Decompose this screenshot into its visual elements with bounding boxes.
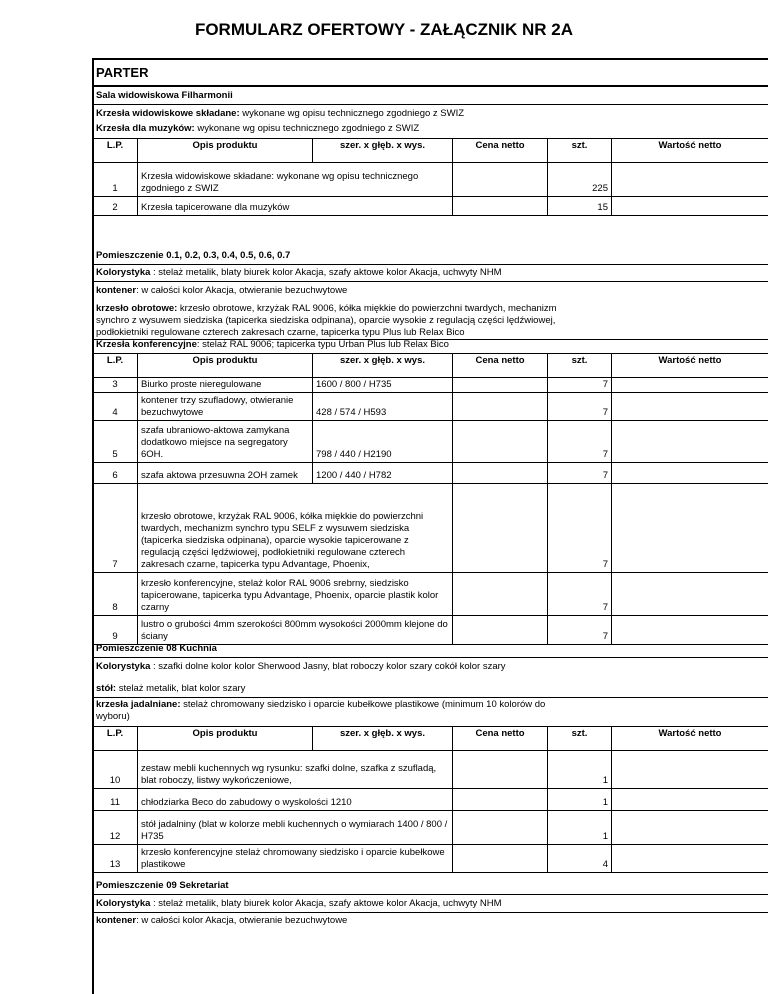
table-row: 3 Biurko proste nieregulowane 1600 / 800 / H735 7 xyxy=(93,378,768,393)
pom8-stol: stół: stelaż metalik, blat kolor szary xyxy=(96,683,246,694)
cena-cell[interactable] xyxy=(453,811,548,845)
pom1-kolorystyka: Kolorystyka : stelaż metalik, blaty biurek kolor Akacja, szafy aktowe kolor Akacja, uchwyty NHM xyxy=(96,267,502,278)
divider xyxy=(92,912,768,913)
wartosc-cell[interactable] xyxy=(612,789,768,811)
pom1-krzeslo: krzesło obrotowe: krzesło obrotowe, krzyżak RAL 9006, kółka miękkie do powierzchni twardych, mechanizm synchro z wysuwem siedziska (tapicerka siedziska odpinana), oparcie wysokie z regulacją części lędźwiowej, podłokietniki regulowane czterech zakresach czarne, tapicerka typu Plus lub Relax Bico xyxy=(96,303,557,338)
sala-heading: Sala widowiskowa Filharmonii xyxy=(96,90,233,101)
header-cena: Cena netto xyxy=(453,139,548,163)
divider xyxy=(92,894,768,895)
cena-cell[interactable] xyxy=(453,163,548,197)
wartosc-cell[interactable] xyxy=(612,463,768,484)
pom8-kolorystyka: Kolorystyka : szafki dolne kolor kolor Sherwood Jasny, blat roboczy kolor szary cokół kolor szary xyxy=(96,661,506,672)
cena-cell[interactable] xyxy=(453,616,548,645)
cena-cell[interactable] xyxy=(453,463,548,484)
table-row: 1 Krzesła widowiskowe składane: wykonane wg opisu technicznego zgodniego z SWIZ 225 xyxy=(93,163,768,197)
wartosc-cell[interactable] xyxy=(612,845,768,873)
pom8-heading: Pomieszczenie 08 Kuchnia xyxy=(96,643,217,654)
cena-cell[interactable] xyxy=(453,845,548,873)
header-szer: szer. x głęb. x wys. xyxy=(313,139,453,163)
table-sala xyxy=(92,138,768,216)
cena-cell[interactable] xyxy=(453,378,548,393)
table-pom8: L.P. Opis produktu szer. x głęb. x wys. Cena netto szt. Wartość netto 10 zestaw mebli kuchennych wg rysunku: szafki dolne, szafka z szufladą, blat roboczy, listwy wykończeniowe, 1 11 chłodziarka Beco do zabudowy o wyskolości 1210 1 12 stół jadalniny (blat w kolorze mebli kuchennych o wymiarach 1400 / 800 / H735 1 13 krzesło konferencyjne stelaż chromowany siedzisko i oparcie kubełkowe plastikowe 4 xyxy=(92,726,768,873)
pom9-kontener: kontener: w całości kolor Akacja, otwieranie bezuchwytowe xyxy=(96,915,348,926)
wartosc-cell[interactable] xyxy=(612,421,768,463)
cena-cell[interactable] xyxy=(453,573,548,616)
header-szt: szt. xyxy=(548,139,612,163)
krzesla-widowiskowe-line: Krzesła widowiskowe składane: wykonane wg opisu technicznego zgodniego z SWIZ xyxy=(96,108,465,119)
header-lp: L.P. xyxy=(93,139,138,163)
parter-heading: PARTER xyxy=(96,65,149,80)
table-row: 4 kontener trzy szufladowy, otwieranie bezuchwytowe 428 / 574 / H593 7 xyxy=(93,393,768,421)
table-row: 13 krzesło konferencyjne stelaż chromowany siedzisko i oparcie kubełkowe plastikowe 4 xyxy=(93,845,768,873)
wartosc-cell[interactable] xyxy=(612,378,768,393)
table-row: 6 szafa aktowa przesuwna 2OH zamek 1200 / 440 / H782 7 xyxy=(93,463,768,484)
cena-cell[interactable] xyxy=(453,789,548,811)
wartosc-cell[interactable] xyxy=(612,484,768,573)
page-title: FORMULARZ OFERTOWY - ZAŁĄCZNIK NR 2A xyxy=(194,20,574,39)
divider xyxy=(92,264,768,265)
table-row: 12 stół jadalniny (blat w kolorze mebli kuchennych o wymiarach 1400 / 800 / H735 1 xyxy=(93,811,768,845)
pom1-kontener: kontener: w całości kolor Akacja, otwieranie bezuchwytowe xyxy=(96,285,348,296)
pom9-heading: Pomieszczenie 09 Sekretariat xyxy=(96,880,229,891)
krzesla-muzykow-line: Krzesła dla muzyków: wykonane wg opisu technicznego zgodniego z SWIZ xyxy=(96,123,420,134)
pom9-kolorystyka: Kolorystyka : stelaż metalik, blaty biurek kolor Akacja, szafy aktowe kolor Akacja, uchwyty NHM xyxy=(96,898,502,909)
divider xyxy=(92,281,768,282)
wartosc-cell[interactable] xyxy=(612,573,768,616)
wartosc-cell[interactable] xyxy=(612,393,768,421)
table-row: 5 szafa ubraniowo-aktowa zamykana dodatkowo miejsce na segregatory 6OH. 798 / 440 / H2190 7 xyxy=(93,421,768,463)
wartosc-cell[interactable] xyxy=(612,616,768,645)
cena-cell[interactable] xyxy=(453,484,548,573)
table-pom1: L.P. Opis produktu szer. x głęb. x wys. Cena netto szt. Wartość netto 3 Biurko proste nieregulowane 1600 / 800 / H735 7 4 kontener trzy szufladowy, otwieranie bezuchwytowe 428 / 574 / H593 7 5 szafa ubraniowo-aktowa zamykana dodatkowo miejsce na segregatory 6OH. 798 / 440 / H2190 7 6 szafa aktowa przesuwna 2OH zamek 1200 / 440 / H782 7 7 krzesło obrotowe, krzyżak RAL 9006, kółka miękkie do powierzchni twardych, mechanizm synchro typu SELF z wysuwem siedziska (tapicerka siedziska odpinana), oparcie wysokie tapicerowane z regulacją części lędźwiowej, podłokietniki regulowane czterech zakresach czarne, tapicerka typu Advantage, Phoenix, 7 8 krzesło konferencyjne, stelaż kolor RAL 9006 srebrny, siedzisko tapicerowane, tapicerka typu Advantage, Phoenix, oparcie plastik kolor czarny 7 9 lustro o grubości 4mm szerokości 800mm wysokości 2000mm klejone do ściany 7 xyxy=(92,353,768,645)
divider xyxy=(92,697,768,698)
cena-cell[interactable] xyxy=(453,393,548,421)
cena-cell[interactable] xyxy=(453,197,548,216)
divider xyxy=(92,657,768,658)
table-row: 2 Krzesła tapicerowane dla muzyków 15 xyxy=(93,197,768,216)
wartosc-cell[interactable] xyxy=(612,197,768,216)
table-row: 9 lustro o grubości 4mm szerokości 800mm wysokości 2000mm klejone do ściany 7 xyxy=(93,616,768,645)
table-row: 7 krzesło obrotowe, krzyżak RAL 9006, kółka miękkie do powierzchni twardych, mechanizm synchro typu SELF z wysuwem siedziska (tapicerka siedziska odpinana), oparcie wysokie tapicerowane z regulacją części lędźwiowej, podłokietniki regulowane czterech zakresach czarne, tapicerka typu Advantage, Phoenix, 7 xyxy=(93,484,768,573)
pom8-krzesla: krzesła jadalniane: stelaż chromowany siedzisko i oparcie kubełkowe plastikowe (minimum 10 kolorów do wyboru) xyxy=(96,699,546,722)
table-row: 8 krzesło konferencyjne, stelaż kolor RAL 9006 srebrny, siedzisko tapicerowane, tapicerka typu Advantage, Phoenix, oparcie plastik kolor czarny 7 xyxy=(93,573,768,616)
wartosc-cell[interactable] xyxy=(612,811,768,845)
pom1-konferencyjne: Krzesła konferencyjne: stelaż RAL 9006; tapicerka typu Urban Plus lub Relax Bico xyxy=(96,339,449,350)
divider xyxy=(92,85,768,87)
wartosc-cell[interactable] xyxy=(612,751,768,789)
wartosc-cell[interactable] xyxy=(612,163,768,197)
header-opis: Opis produktu xyxy=(138,139,313,163)
pom1-heading: Pomieszczenie 0.1, 0.2, 0.3, 0.4, 0.5, 0.6, 0.7 xyxy=(96,250,291,261)
cena-cell[interactable] xyxy=(453,421,548,463)
cena-cell[interactable] xyxy=(453,751,548,789)
table-row: 11 chłodziarka Beco do zabudowy o wyskolości 1210 1 xyxy=(93,789,768,811)
table-row: 10 zestaw mebli kuchennych wg rysunku: szafki dolne, szafka z szufladą, blat roboczy, listwy wykończeniowe, 1 xyxy=(93,751,768,789)
header-wartosc: Wartość netto xyxy=(612,139,768,163)
divider xyxy=(92,104,768,105)
